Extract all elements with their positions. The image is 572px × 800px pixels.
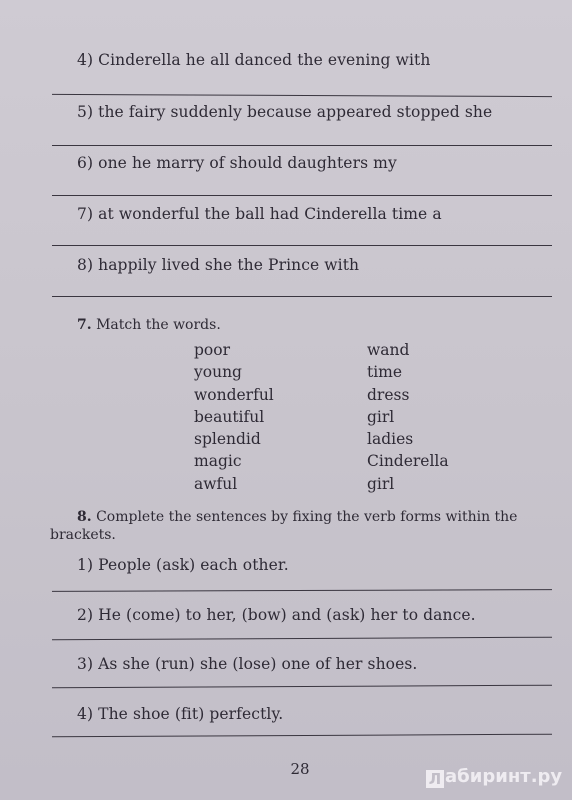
answer-line — [52, 734, 552, 738]
ex7-left-word: young — [194, 363, 242, 382]
ex7-heading — [77, 317, 221, 333]
ex7-right-word: dress — [367, 385, 410, 404]
ex8-item-4: 4) The shoe (fit) perfectly. — [77, 705, 284, 723]
ex8-item-2: 2) He (come) to her, (bow) and (ask) her to dance. — [77, 606, 476, 624]
ex7-left-word: beautiful — [194, 407, 265, 426]
watermark-text: абиринт.ру — [445, 766, 563, 787]
answer-line — [52, 589, 552, 592]
ex7-right-word: time — [367, 363, 403, 382]
watermark-mark: Л — [426, 770, 444, 788]
ex6-item-7: 7) at wonderful the ball had Cinderella time a — [77, 205, 442, 223]
watermark-logo — [426, 766, 562, 788]
ex7-right-word: wand — [367, 341, 410, 359]
ex6-item-8: 8) happily lived she the Prince with — [77, 256, 360, 274]
answer-line — [52, 296, 552, 297]
answer-line — [52, 637, 552, 641]
ex7-right-column — [367, 339, 449, 495]
ex7-left-word: awful — [194, 474, 238, 493]
ex7-number: 7. — [77, 317, 92, 333]
ex8-item-1: 1) People (ask) each other. — [77, 556, 289, 574]
ex7-right-word: ladies — [367, 430, 414, 449]
ex7-left-word: poor — [194, 341, 230, 359]
answer-line — [52, 195, 552, 196]
ex8-number: 8. — [77, 509, 92, 525]
ex7-right-word: girl — [367, 407, 395, 426]
answer-line — [52, 685, 552, 689]
answer-line — [52, 145, 552, 146]
page-number: 28 — [290, 760, 310, 778]
ex6-item-5: 5) the fairy suddenly because appeared stopped she — [77, 103, 493, 121]
ex7-left-word: magic — [194, 452, 242, 471]
ex8-item-3: 3) As she (run) she (lose) one of her shoes. — [77, 655, 418, 673]
ex7-left-column — [194, 339, 274, 495]
ex8-title: Complete the sentences by fixing the verb forms within the brackets. — [50, 509, 518, 543]
ex7-title: Match the words. — [96, 317, 221, 333]
answer-line — [52, 245, 552, 246]
ex6-item-6: 6) one he marry of should daughters my — [77, 154, 397, 172]
ex7-right-word: Cinderella — [367, 452, 449, 471]
ex6-item-4: 4) Cinderella he all danced the evening with — [77, 51, 431, 69]
ex7-left-word: wonderful — [194, 385, 274, 404]
answer-line — [52, 94, 552, 97]
ex8-heading — [50, 508, 550, 544]
ex7-left-word: splendid — [194, 430, 261, 449]
ex7-right-word: girl — [367, 474, 395, 493]
